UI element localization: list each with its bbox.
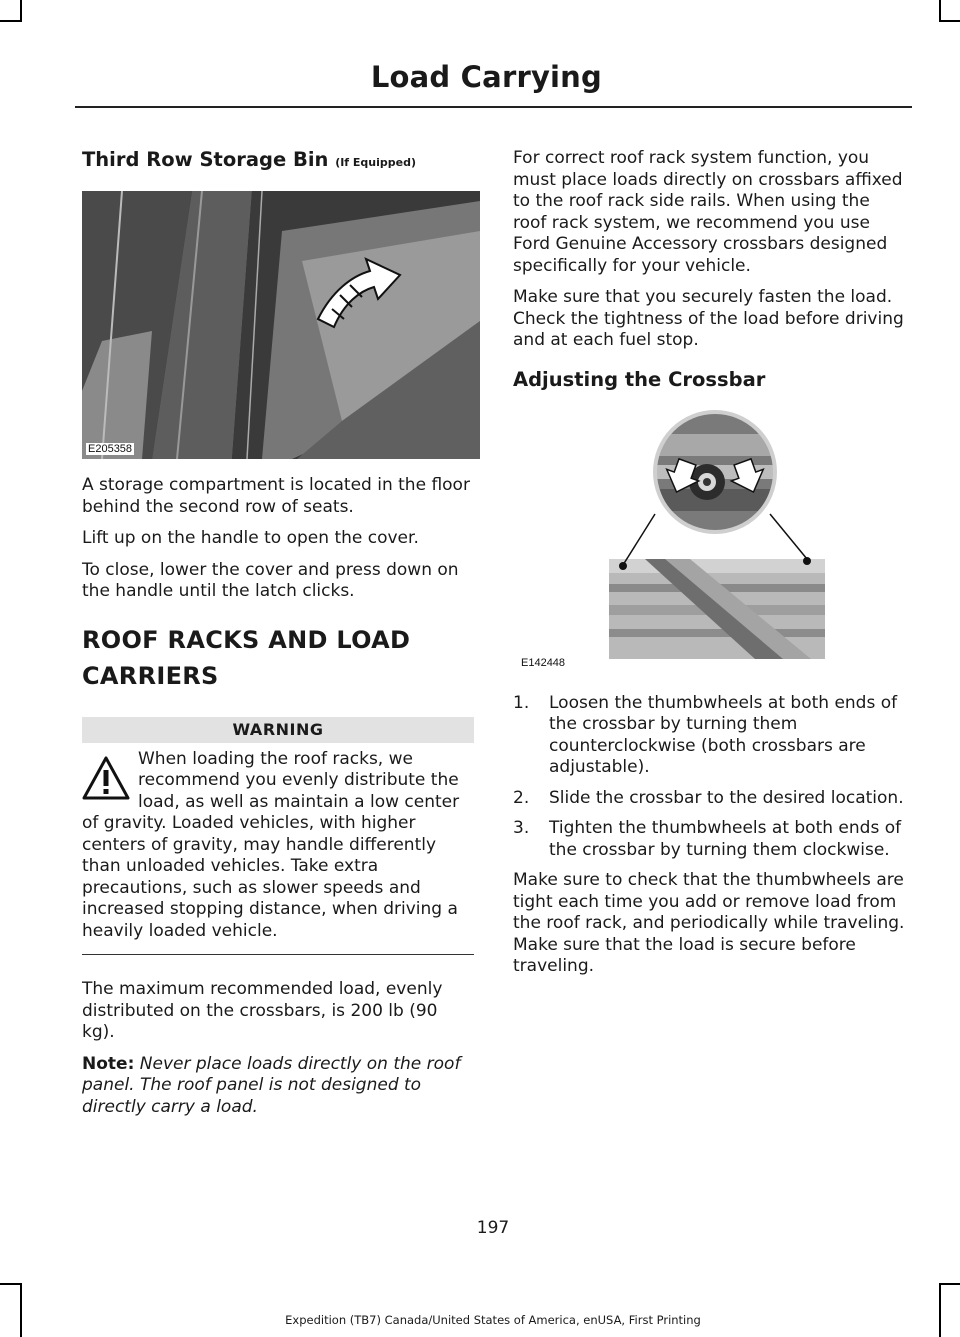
roof-racks-heading-line2: CARRIERS [82, 661, 219, 690]
crossbar-steps [513, 693, 908, 862]
page-number: 197 [476, 1218, 510, 1238]
max-load-text: The maximum recommended load, evenly distributed on the crossbars, is 200 lb (90 kg). [82, 979, 443, 1043]
storage-bin-illustration [82, 191, 480, 459]
list-item [513, 788, 908, 810]
warning-label: WARNING [82, 717, 474, 743]
storage-bin-figure [82, 191, 480, 459]
roof-racks-section-heading [82, 625, 474, 691]
storage-bin-open-instruction: Lift up on the handle to open the cover. [82, 528, 419, 549]
note-text: Never place loads directly on the roof panel. The roof panel is not designed to directly carry a load. [82, 1053, 461, 1117]
crop-mark-bottom-left-v [20, 1283, 22, 1337]
crop-mark-top-right-h [939, 20, 960, 22]
roof-panel-note [82, 1054, 474, 1119]
warning-bottom-rule [82, 954, 474, 955]
header-rule [75, 106, 912, 108]
warning-box [82, 717, 474, 956]
crop-mark-bottom-left-h [0, 1283, 22, 1285]
warning-text: When loading the roof racks, we recommend you evenly distribute the load, as well as maintain a low center of gravity. Loaded vehicles, with higher centers of gravity, may handle differently than unloaded vehicles. Take extra precautions, such as slower speeds and increased stopping distance, when driving a heavily loaded vehicle. [82, 748, 460, 941]
fasten-load-text: Make sure that you securely fasten the load. Check the tightness of the load before driving and at each fuel stop. [513, 287, 904, 350]
left-column [82, 140, 474, 1128]
figure-code-storage-bin: E205358 [88, 443, 133, 456]
crop-mark-top-left-h [0, 20, 22, 22]
right-column [513, 140, 908, 988]
warning-triangle-icon [82, 755, 130, 801]
step-number: 3. [513, 818, 530, 839]
step-text: Loosen the thumbwheels at both ends of the crossbar by turning them counterclockwise (both crossbars are adjustable). [549, 692, 898, 778]
step-number: 2. [513, 787, 530, 808]
list-item [513, 818, 908, 861]
crop-mark-top-left-v [20, 0, 22, 22]
crossbar-illustration [515, 409, 827, 669]
crossbar-figure [515, 409, 827, 669]
storage-bin-heading-text: Third Row Storage Bin [82, 148, 329, 171]
storage-bin-heading-suffix: (If Equipped) [335, 156, 417, 169]
storage-bin-close-instruction: To close, lower the cover and press down on the handle until the latch clicks. [82, 559, 459, 602]
note-label: Note: [82, 1053, 135, 1074]
storage-bin-heading [82, 148, 474, 171]
roof-rack-function-text: For correct roof rack system function, you must place loads directly on crossbars affixed to the roof rack side rails. When using the roof rack system, we recommend you use Ford Genuine Accessory crossbars designed specifically for your vehicle. [513, 148, 903, 276]
crop-mark-bottom-right-h [939, 1283, 960, 1285]
list-item [513, 693, 908, 779]
step-text: Slide the crossbar to the desired location. [549, 787, 904, 808]
roof-racks-heading-line1: ROOF RACKS AND LOAD [82, 625, 411, 654]
step-number: 1. [513, 692, 530, 713]
footer-text: Expedition (TB7) Canada/United States of America, enUSA, First Printing [285, 1313, 701, 1327]
page-header-title: Load Carrying [370, 60, 602, 94]
adjusting-crossbar-heading: Adjusting the Crossbar [513, 367, 766, 391]
thumbwheel-check-text: Make sure to check that the thumbwheels are tight each time you add or remove load from the roof rack, and periodically while traveling. Make sure that the load is secure before traveling. [513, 870, 905, 977]
storage-bin-description: A storage compartment is located in the floor behind the second row of seats. [82, 475, 470, 517]
crop-mark-bottom-right-v [939, 1283, 941, 1337]
figure-code-crossbar: E142448 [521, 656, 566, 669]
crop-mark-top-right-v [939, 0, 941, 22]
step-text: Tighten the thumbwheels at both ends of the crossbar by turning them clockwise. [549, 818, 902, 860]
